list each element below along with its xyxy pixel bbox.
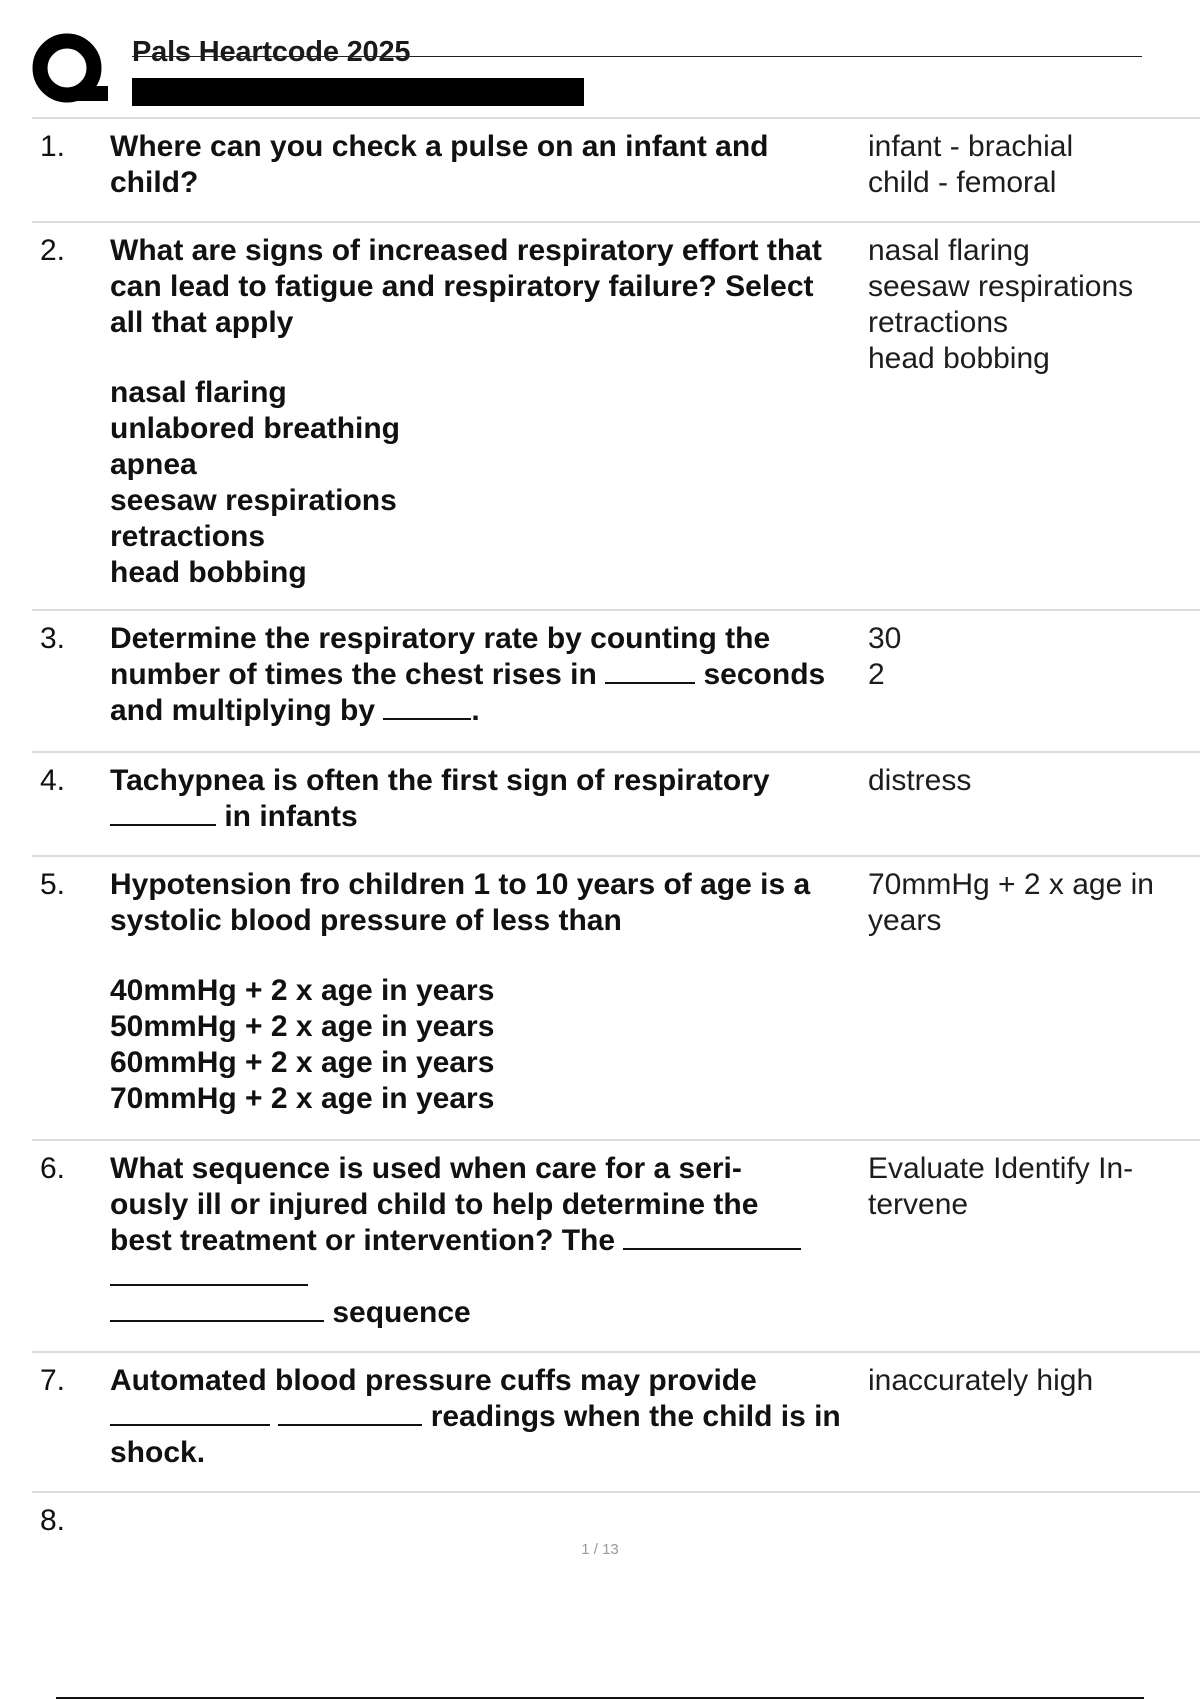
option: head bobbing — [110, 556, 307, 589]
option: nasal flaring — [110, 376, 287, 409]
card-number: 8. — [40, 1504, 66, 1537]
flashcard-2 — [32, 221, 1200, 609]
flashcard-list — [32, 117, 1200, 1553]
option: seesaw respirations — [110, 484, 397, 517]
card-number: 4. — [40, 764, 66, 797]
flashcard-3 — [32, 609, 1200, 751]
option: 50mmHg + 2 x age in years — [110, 1010, 495, 1043]
flashcard-7 — [32, 1351, 1200, 1491]
page-indicator: 1 / 13 — [581, 1541, 619, 1558]
title-rule — [132, 56, 1142, 57]
card-number: 2. — [40, 234, 66, 267]
card-number: 1. — [40, 130, 66, 163]
fill-blank — [605, 658, 695, 684]
option: 60mmHg + 2 x age in years — [110, 1046, 495, 1079]
fill-blank — [278, 1400, 422, 1426]
card-question: Tachypnea is often the first sign of respiratory in infants — [110, 764, 770, 833]
fill-blank — [623, 1224, 801, 1250]
flashcard-6 — [32, 1139, 1200, 1351]
option: apnea — [110, 448, 197, 481]
card-number: 7. — [40, 1364, 66, 1397]
card-question: Where can you check a pulse on an infant and child? — [110, 130, 769, 199]
document-title: Pals Heartcode 2025 — [132, 36, 411, 68]
redaction-bar — [132, 78, 584, 106]
quizlet-logo-icon — [30, 30, 110, 110]
card-answer: Evaluate Identify In- tervene — [868, 1152, 1134, 1221]
fill-blank — [110, 1296, 324, 1322]
card-question: Hypotension fro children 1 to 10 years of age is a systolic blood pressure of less than 40mmHg + 2 x age in years 50mmHg + 2 x age in years 60mmHg + 2 x age in years 70mmHg + 2 x age in years — [110, 867, 896, 1117]
card-question: Automated blood pressure cuffs may provide readings when the child is in shock. — [110, 1364, 841, 1469]
card-number: 3. — [40, 622, 66, 655]
card-answer: infant - brachial child - femoral — [868, 130, 1074, 199]
fill-blank — [110, 1260, 308, 1286]
card-question: What sequence is used when care for a seri- ously ill or injured child to help determine the best treatment or intervention? The sequence — [110, 1151, 896, 1331]
card-question: Determine the respiratory rate by counting the number of times the chest rises in seconds and multiplying by . — [110, 622, 826, 727]
option: 40mmHg + 2 x age in years — [110, 974, 495, 1007]
flashcard-5 — [32, 855, 1200, 1139]
card-answer: inaccurately high — [868, 1364, 1094, 1397]
card-answer: 70mmHg + 2 x age in years — [868, 868, 1154, 937]
card-answer: distress — [868, 764, 972, 797]
fill-blank — [110, 1400, 270, 1426]
flashcard-4 — [32, 751, 1200, 855]
card-number: 5. — [40, 868, 66, 901]
card-number: 6. — [40, 1152, 66, 1185]
option: unlabored breathing — [110, 412, 401, 445]
fill-blank — [110, 800, 216, 826]
card-answer: 30 2 — [868, 622, 902, 691]
footer-rule — [56, 1697, 1144, 1699]
flashcard-1 — [32, 117, 1200, 221]
card-answer: nasal flaring seesaw respirations retractions head bobbing — [868, 234, 1134, 375]
fill-blank — [383, 694, 471, 720]
option: 70mmHg + 2 x age in years — [110, 1082, 495, 1115]
card-question: What are signs of increased respiratory effort that can lead to fatigue and respiratory failure? Select all that apply nasal flaring unlabored breathing apnea seesaw respirations retractions head bobbing — [110, 233, 896, 591]
option: retractions — [110, 520, 266, 553]
